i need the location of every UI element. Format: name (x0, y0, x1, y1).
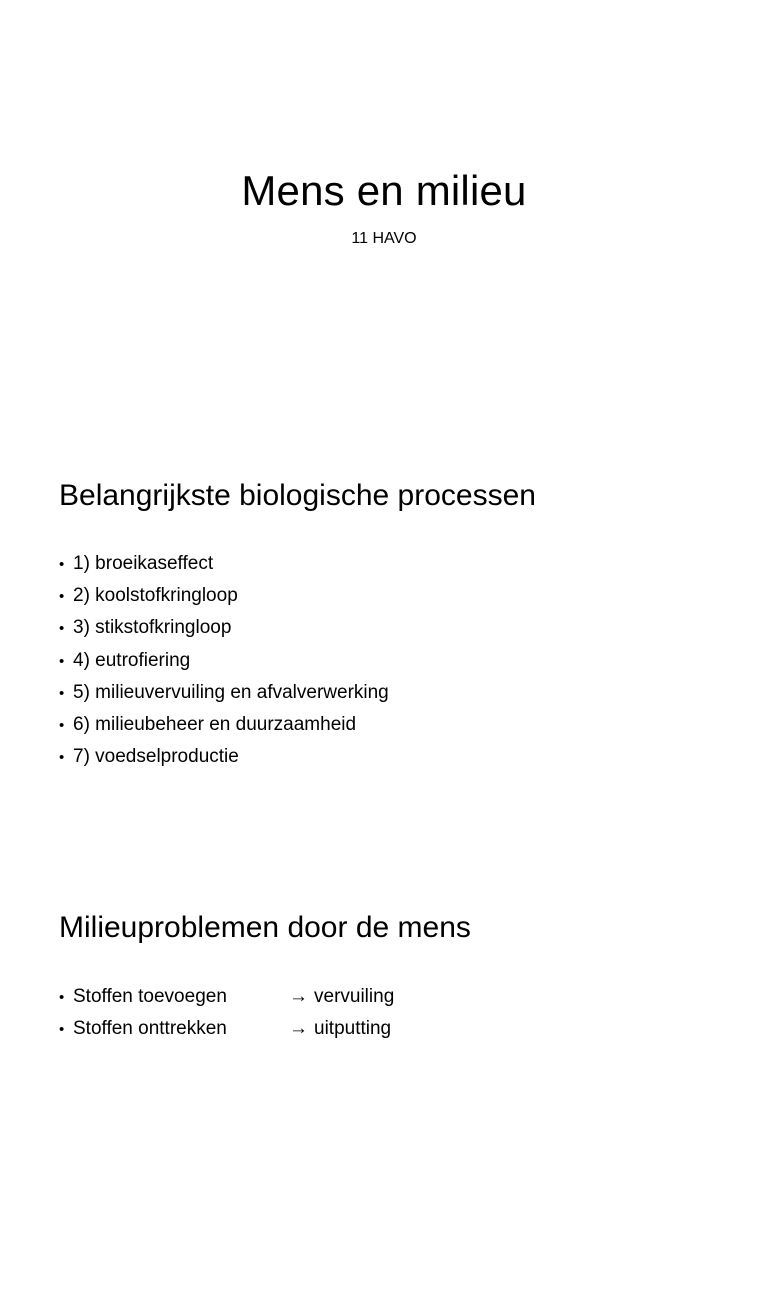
bullet-icon: • (59, 716, 65, 734)
cause-text: Stoffen onttrekken (73, 1018, 227, 1040)
list-item (59, 677, 389, 709)
list-item (59, 709, 389, 741)
list-item-text: 5) milieuvervuiling en afvalverwerking (73, 681, 389, 703)
list-item-text: 6) milieubeheer en duurzaamheid (73, 713, 357, 735)
bullet-list (59, 548, 389, 773)
list-item (59, 741, 389, 773)
slide-title (0, 0, 768, 432)
bullet-icon: • (59, 556, 65, 573)
right-arrow-icon: → (289, 986, 308, 1007)
list-item (59, 645, 389, 677)
list-item-text: 1) broeikaseffect (73, 553, 214, 574)
bullet-icon: • (59, 684, 65, 702)
bullet-icon: • (59, 989, 65, 1006)
bullet-icon: • (59, 620, 65, 638)
list-item (59, 1013, 394, 1045)
list-item-text: 3) stikstofkringloop (73, 617, 232, 639)
bullet-icon: • (59, 652, 65, 670)
bullet-icon: • (59, 588, 65, 606)
cause-text: Stoffen toevoegen (73, 986, 227, 1007)
bullet-list (59, 981, 394, 1045)
slide-human-impact (0, 864, 768, 1296)
slide-subtitle: 11 HAVO (351, 230, 417, 247)
list-item (59, 612, 389, 644)
effect-text: uitputting (314, 1018, 392, 1040)
bullet-icon: • (59, 749, 65, 767)
slide-processes (0, 432, 768, 864)
effect-text: vervuiling (314, 986, 395, 1007)
right-arrow-icon: → (289, 1018, 308, 1040)
list-item-text: 4) eutrofiering (73, 649, 191, 671)
list-item (59, 981, 394, 1013)
slide-heading: Belangrijkste biologische processen (59, 479, 536, 512)
slide-title-heading: Mens en milieu (241, 167, 527, 214)
slide-heading: Milieuproblemen door de mens (59, 911, 471, 944)
bullet-icon: • (59, 1021, 65, 1039)
list-item (59, 580, 389, 612)
list-item-text: 2) koolstofkringloop (73, 585, 238, 607)
list-item-text: 7) voedselproductie (73, 746, 239, 768)
list-item (59, 548, 389, 580)
